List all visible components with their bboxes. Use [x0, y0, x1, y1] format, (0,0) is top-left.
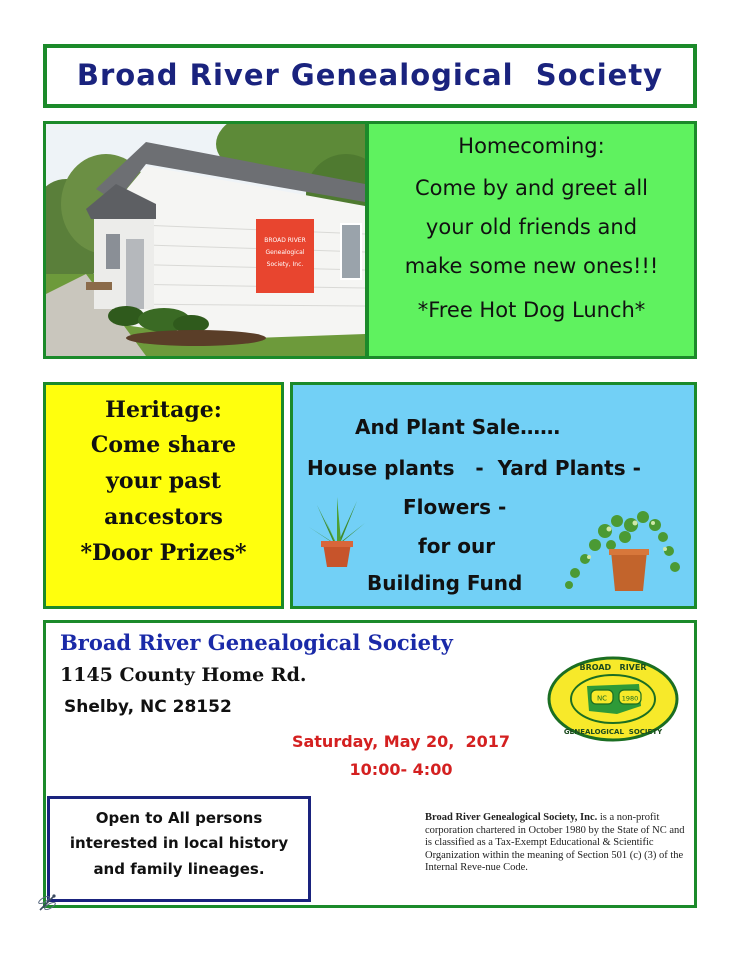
heritage-heading: Heritage:: [105, 397, 222, 423]
open-notice-line: Open to All persons: [95, 809, 263, 827]
society-name: Broad River Genealogical Society: [60, 630, 453, 655]
logo-top-text: BROAD RIVER: [579, 663, 647, 672]
sign-text-3: Society, Inc.: [266, 261, 304, 268]
free-lunch-text: *Free Hot Dog Lunch*: [417, 298, 646, 322]
plant-sale-heading: And Plant Sale……: [355, 415, 561, 439]
plant-sale-line: Flowers -: [403, 495, 507, 519]
logo-year: 1980: [621, 694, 639, 703]
heritage-line: ancestors: [104, 504, 223, 530]
open-notice-box: [47, 796, 311, 902]
heritage-line: your past: [106, 468, 221, 494]
event-date: Saturday, May 20, 2017: [291, 732, 511, 751]
building-fund-text: Building Fund: [367, 571, 523, 595]
plant-sale-line: for our: [418, 534, 496, 558]
city-state-zip: Shelby, NC 28152: [64, 697, 232, 717]
logo-state: NC: [596, 694, 608, 703]
open-notice-line: and family lineages.: [93, 860, 265, 878]
event-time: 10:00- 4:00: [349, 760, 453, 779]
building-photo: [43, 121, 368, 359]
building-illustration: [46, 124, 365, 356]
ivy-plant-icon: [565, 511, 683, 597]
plant-sale-line: House plants - Yard Plants -: [307, 456, 641, 480]
door-prizes-text: *Door Prizes*: [80, 540, 247, 566]
nonprofit-org-name: Broad River Genealogical Society, Inc.: [425, 812, 598, 823]
homecoming-line: your old friends and: [425, 215, 638, 239]
homecoming-line: Come by and greet all: [415, 176, 648, 200]
street-address: 1145 County Home Rd.: [60, 664, 307, 686]
open-notice-line: interested in local history: [69, 834, 289, 852]
dragonfly-icon: [36, 890, 60, 914]
logo-bottom-text: GENEALOGICAL SOCIETY: [563, 728, 663, 736]
aloe-plant-icon: [307, 497, 367, 569]
plant-sale-panel: [290, 382, 697, 609]
heritage-panel: [43, 382, 284, 609]
flyer-title: Broad River Genealogical Society: [76, 58, 664, 92]
nonprofit-statement: [425, 812, 685, 875]
nonprofit-statement-text: is a non-profit corporation chartered in October 1980 by the State of NC and is classified as a Tax-Exempt Educational & Scientific Organization within the meaning of Section 501 (c) (3) of the Internal Reve-nue Code.: [425, 812, 685, 873]
homecoming-heading: Homecoming:: [458, 134, 605, 158]
homecoming-panel: [366, 121, 697, 359]
title-banner: [43, 44, 697, 108]
society-logo: [547, 656, 679, 742]
sign-text-1: BROAD RIVER: [264, 237, 306, 244]
homecoming-line: make some new ones!!!: [404, 254, 659, 278]
sign-text-2: Genealogical: [265, 249, 305, 256]
heritage-line: Come share: [90, 432, 237, 458]
